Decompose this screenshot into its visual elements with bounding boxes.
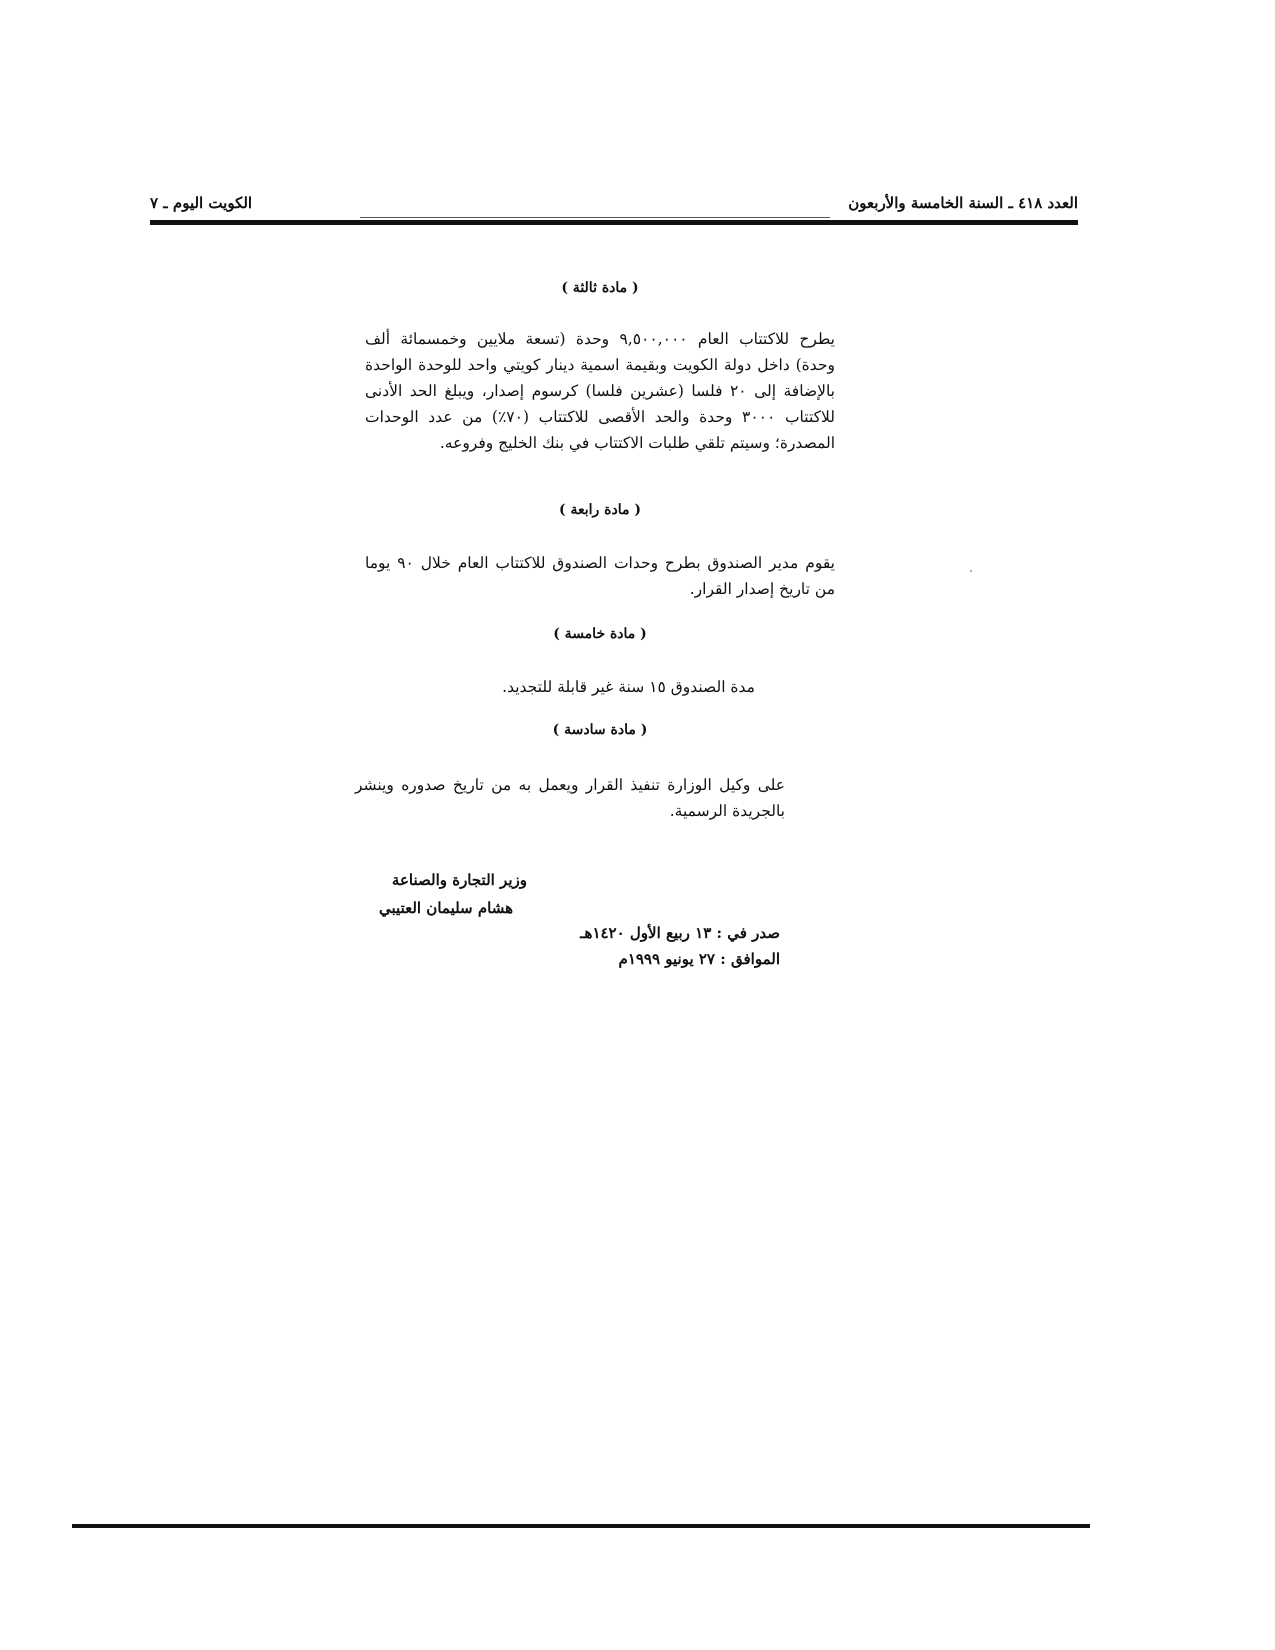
article-3-text: يطرح للاكتتاب العام ٩,٥٠٠,٠٠٠ وحدة (تسعة ملايين وخمسمائة ألف وحدة) داخل دولة الكويت وبقيمة اسمية دينار كويتي واحد للوحدة الواحدة بالإضافة إلى ٢٠ فلسا (عشرين فلسا) كرسوم إصدار، ويبلغ الحد الأدنى للاكتتاب ٣٠٠٠ وحدة والحد الأقصى للاكتتاب (٧٠٪) من عدد الوحدات المصدرة؛ وسيتم تلقي طلبات الاكتتاب في بنك الخليج وفروعه. <box>365 330 835 452</box>
signatory-position: وزير التجارة والصناعة <box>391 871 527 889</box>
running-header <box>150 194 1078 218</box>
article-4-text: يقوم مدير الصندوق بطرح وحدات الصندوق للاكتتاب العام خلال ٩٠ يوما من تاريخ إصدار القرار. <box>365 554 835 598</box>
issue-dates <box>520 920 780 972</box>
signatory-name: هشام سليمان العتيبي <box>379 899 513 917</box>
article-6-title: ( مادة سادسة ) <box>552 722 648 738</box>
scan-artifact <box>970 570 972 572</box>
article-3-title: ( مادة ثالثة ) <box>561 280 639 296</box>
gregorian-date: الموافق : ٢٧ يونيو ١٩٩٩م <box>618 950 780 968</box>
article-5-title: ( مادة خامسة ) <box>553 626 647 642</box>
article-4-title: ( مادة رابعة ) <box>558 502 641 518</box>
footer-divider <box>72 1524 1090 1528</box>
article-6-text: على وكيل الوزارة تنفيذ القرار ويعمل به من تاريخ صدوره وينشر بالجريدة الرسمية. <box>355 776 785 820</box>
article-5-text: مدة الصندوق ١٥ سنة غير قابلة للتجديد. <box>502 678 755 696</box>
signature-block <box>227 866 527 922</box>
header-divider-thin <box>360 217 830 218</box>
publication-name: الكويت اليوم ـ ٧ <box>150 194 253 212</box>
hijri-date: صدر في : ١٣ ربيع الأول ١٤٢٠هـ <box>580 924 780 942</box>
header-divider <box>150 220 1078 225</box>
issue-number: العدد ٤١٨ ـ السنة الخامسة والأربعون <box>848 194 1078 212</box>
